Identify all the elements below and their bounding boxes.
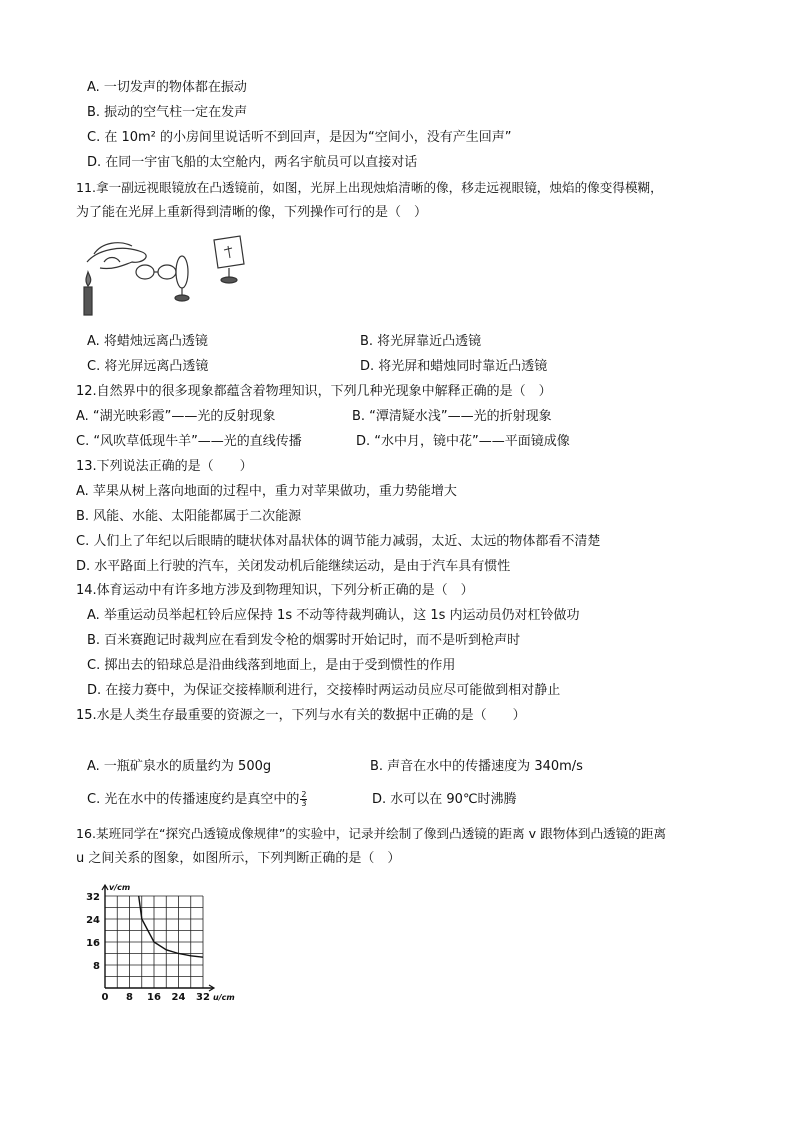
q15-option-c-text: C. 光在水中的传播速度约是真空中的 (87, 792, 300, 807)
q12-option-d: D. “水中月，镜中花”——平面镜成像 (356, 434, 570, 449)
q15-stem: 15.水是人类生存最重要的资源之一，下列与水有关的数据中正确的是（ ） (76, 708, 526, 723)
q14-option-a: A. 举重运动员举起杠铃后应保持 1s 不动等待裁判确认，这 1s 内运动员仍对杠铃做功 (87, 608, 580, 623)
v-u-graph (72, 878, 252, 1003)
q11-stem-line2: 为了能在光屏上重新得到清晰的像，下列操作可行的是（ ） (76, 205, 428, 220)
q13-option-a: A. 苹果从树上落向地面的过程中，重力对苹果做功，重力势能增大 (76, 484, 457, 499)
q14-stem: 14.体育运动中有许多地方涉及到物理知识，下列分析正确的是（ ） (76, 583, 474, 598)
q11-option-c: C. 将光屏远离凸透镜 (87, 359, 209, 374)
q11-option-d: D. 将光屏和蜡烛同时靠近凸透镜 (360, 359, 548, 374)
y-tick-label: 8 (93, 961, 100, 972)
y-axis-label: v/cm (109, 883, 131, 892)
q10-option-b: B. 振动的空气柱一定在发声 (87, 105, 248, 120)
chart-series (136, 878, 203, 957)
q13-stem: 13.下列说法正确的是（ ） (76, 459, 253, 474)
glasses-right-lens-icon (158, 265, 176, 279)
series-line-v-u (136, 878, 203, 957)
q11-option-a: A. 将蜡烛远离凸透镜 (87, 334, 208, 349)
q14-option-c: C. 掷出去的铅球总是沿曲线落到地面上，是由于受到惯性的作用 (87, 658, 456, 673)
q14-option-b: B. 百米赛跑记时裁判应在看到发令枪的烟雾时开始记时，而不是听到枪声时 (87, 633, 521, 648)
q13-option-b: B. 风能、水能、太阳能都属于二次能源 (76, 509, 302, 524)
two-thirds-fraction (300, 791, 307, 808)
q15-option-d: D. 水可以在 90℃时沸腾 (372, 792, 517, 807)
q12-option-a: A. “湖光映彩霞”——光的反射现象 (76, 409, 276, 424)
x-tick-label: 32 (196, 992, 210, 1003)
x-tick-label: 16 (147, 992, 161, 1003)
glasses-left-lens-icon (136, 265, 154, 279)
q12-stem: 12.自然界中的很多现象都蕴含着物理知识，下列几种光现象中解释正确的是（ ） (76, 384, 552, 399)
q14-option-d: D. 在接力赛中，为保证交接棒顺利进行，交接棒时两运动员应尽可能做到相对静止 (87, 683, 561, 698)
candle-icon (84, 287, 92, 315)
x-tick-label: 24 (171, 992, 186, 1003)
fraction-numerator: 2 (301, 790, 307, 799)
q11-stem-line1: 11.拿一副远视眼镜放在凸透镜前，如图，光屏上出现烛焰清晰的像，移走远视眼镜，烛焰的像变得模糊， (76, 180, 663, 195)
q15-option-c (87, 791, 308, 809)
x-axis-label: u/cm (213, 993, 235, 1002)
fraction-denominator: 3 (301, 799, 307, 808)
y-tick-label: 24 (86, 915, 100, 926)
y-tick-label: 16 (86, 938, 100, 949)
q15-option-a: A. 一瓶矿泉水的质量约为 500g (87, 759, 272, 774)
x-tick-label: 8 (126, 992, 133, 1003)
q10-option-a: A. 一切发声的物体都在振动 (87, 80, 247, 95)
q10-option-d: D. 在同一宇宙飞船的太空舱内，两名宇航员可以直接对话 (87, 155, 418, 170)
q13-option-d: D. 水平路面上行驶的汽车，关闭发动机后能继续运动，是由于汽车具有惯性 (76, 559, 511, 574)
q11-option-b: B. 将光屏靠近凸透镜 (360, 334, 482, 349)
q12-option-c: C. “风吹草低现牛羊”——光的直线传播 (76, 434, 302, 449)
q15-option-b: B. 声音在水中的传播速度为 340m/s (370, 759, 583, 774)
y-tick-label: 32 (86, 892, 100, 903)
q13-option-c: C. 人们上了年纪以后眼睛的睫状体对晶状体的调节能力减弱，太近、太远的物体都看不清楚 (76, 534, 601, 549)
q12-option-b: B. “潭清疑水浅”——光的折射现象 (352, 409, 552, 424)
q16-stem-line1: 16.某班同学在“探究凸透镜成像规律”的实验中，记录并绘制了像到凸透镜的距离 v 跟物体到凸透镜的距离 (76, 826, 667, 841)
convex-lens-icon (176, 256, 188, 288)
chart-tick-labels (86, 883, 235, 1003)
q16-stem-line2: u 之间关系的图象，如图所示，下列判断正确的是（ ） (76, 851, 401, 866)
x-tick-label: 0 (101, 992, 109, 1003)
lens-experiment-figure (72, 232, 262, 322)
q10-option-c: C. 在 10m² 的小房间里说话听不到回声，是因为“空间小，没有产生回声” (87, 130, 512, 145)
flame-icon (86, 272, 91, 286)
chart-axes (102, 885, 214, 991)
